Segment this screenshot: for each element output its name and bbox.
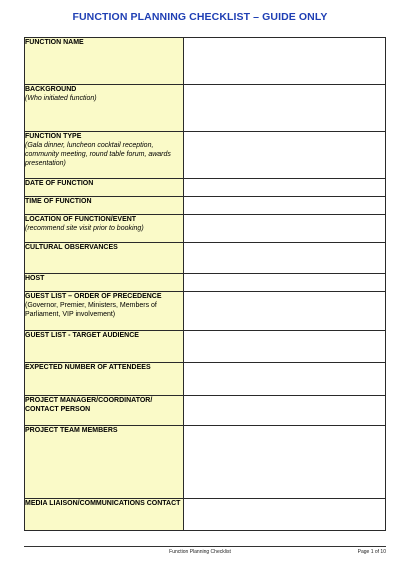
row-label: FUNCTION TYPE	[25, 133, 82, 140]
row-function-type	[25, 132, 386, 179]
row-label-cell	[25, 132, 184, 179]
row-note: (Who initiated function)	[25, 95, 97, 102]
row-label: TIME OF FUNCTION	[25, 198, 92, 205]
row-label-cell	[25, 243, 184, 274]
time-of-function-field[interactable]	[184, 197, 386, 215]
row-label: BACKGROUND	[25, 86, 77, 93]
row-label: LOCATION OF FUNCTION/EVENT	[25, 216, 137, 223]
row-label: CULTURAL OBSERVANCES	[25, 244, 118, 251]
row-label-cell	[25, 292, 184, 331]
row-note: (Gala dinner, luncheon cocktail reception, community meeting, round table forum, awards presentation)	[25, 142, 171, 167]
row-media-liaison	[25, 499, 386, 531]
page-number: Page 1 of 10	[357, 549, 386, 555]
row-label: GUEST LIST – ORDER OF PRECEDENCE	[25, 293, 162, 300]
location-field[interactable]	[184, 215, 386, 243]
row-label-cell	[25, 215, 184, 243]
row-label: EXPECTED NUMBER OF ATTENDEES	[25, 364, 151, 371]
row-guest-list-audience	[25, 331, 386, 363]
row-label: PROJECT MANAGER/COORDINATOR/ CONTACT PERSON	[25, 397, 153, 413]
guest-list-precedence-field[interactable]	[184, 292, 386, 331]
row-date-of-function	[25, 179, 386, 197]
host-field[interactable]	[184, 274, 386, 292]
row-label-cell	[25, 499, 184, 531]
row-label-cell	[25, 38, 184, 85]
row-expected-attendees	[25, 363, 386, 396]
row-label-cell	[25, 179, 184, 197]
row-label-cell	[25, 331, 184, 363]
row-note: (Governor, Premier, Ministers, Members of Parliament, VIP involvement)	[25, 302, 157, 318]
document-title: FUNCTION PLANNING CHECKLIST – GUIDE ONLY	[72, 11, 328, 23]
guest-list-audience-field[interactable]	[184, 331, 386, 363]
row-label: MEDIA LIAISON/COMMUNICATIONS CONTACT	[25, 500, 181, 507]
row-note: (recommend site visit prior to booking)	[25, 225, 144, 232]
row-label: PROJECT TEAM MEMBERS	[25, 427, 118, 434]
row-project-manager	[25, 396, 386, 426]
project-team-field[interactable]	[184, 426, 386, 499]
row-background	[25, 85, 386, 132]
row-guest-list-precedence	[25, 292, 386, 331]
row-label: FUNCTION NAME	[25, 39, 84, 46]
footer-title: Function Planning Checklist	[169, 549, 231, 555]
checklist-table	[24, 37, 386, 531]
project-manager-field[interactable]	[184, 396, 386, 426]
function-type-field[interactable]	[184, 132, 386, 179]
function-name-field[interactable]	[184, 38, 386, 85]
row-location	[25, 215, 386, 243]
background-field[interactable]	[184, 85, 386, 132]
row-label-cell	[25, 363, 184, 396]
row-time-of-function	[25, 197, 386, 215]
row-label: GUEST LIST - TARGET AUDIENCE	[25, 332, 139, 339]
row-cultural-observances	[25, 243, 386, 274]
row-label-cell	[25, 396, 184, 426]
row-function-name	[25, 38, 386, 85]
row-label: HOST	[25, 275, 45, 282]
row-host	[25, 274, 386, 292]
footer-divider	[24, 546, 386, 547]
row-label-cell	[25, 426, 184, 499]
expected-attendees-field[interactable]	[184, 363, 386, 396]
media-liaison-field[interactable]	[184, 499, 386, 531]
row-project-team	[25, 426, 386, 499]
row-label-cell	[25, 197, 184, 215]
row-label-cell	[25, 274, 184, 292]
cultural-observances-field[interactable]	[184, 243, 386, 274]
date-of-function-field[interactable]	[184, 179, 386, 197]
row-label: DATE OF FUNCTION	[25, 180, 94, 187]
row-label-cell	[25, 85, 184, 132]
